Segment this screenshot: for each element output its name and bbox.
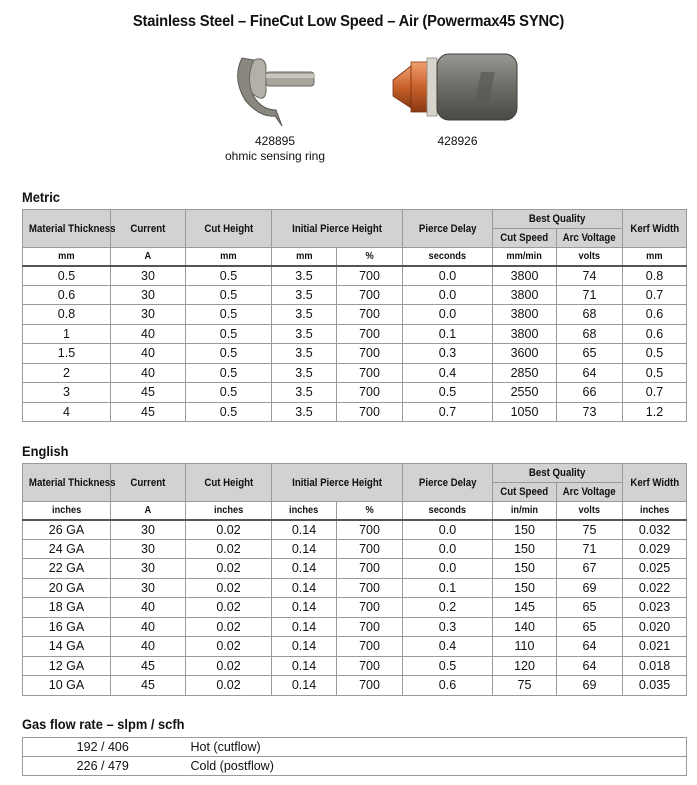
table-cell: 700 <box>337 676 403 696</box>
table-cell: 0.02 <box>186 598 272 618</box>
table-cell: 40 <box>111 617 186 637</box>
table-cell: 140 <box>493 617 557 637</box>
table-cell: 1050 <box>493 402 557 422</box>
table-cell: 0.02 <box>186 520 272 540</box>
table-cell: 0.5 <box>186 363 272 383</box>
table-cell: 0.8 <box>623 266 687 286</box>
table-cell: 700 <box>337 285 403 305</box>
table-cell: 30 <box>111 285 186 305</box>
unit-cell: mm <box>272 248 337 266</box>
table-cell: 0.0 <box>403 305 493 325</box>
table-cell: 3.5 <box>272 285 337 305</box>
part-ohmic-ring <box>200 48 350 164</box>
unit-cell: volts <box>557 248 623 266</box>
table-cell: 0.2 <box>403 598 493 618</box>
table-cell: 0.5 <box>23 266 111 286</box>
table-cell: 40 <box>111 637 186 657</box>
table-cell: 700 <box>337 344 403 364</box>
table-row <box>23 305 687 325</box>
table-cell: 0.14 <box>272 637 337 657</box>
header-material-thickness: Material Thickness <box>23 464 111 502</box>
table-cell: 0.7 <box>403 402 493 422</box>
table-cell: 700 <box>337 539 403 559</box>
table-cell: 26 GA <box>23 520 111 540</box>
gas-row <box>23 738 687 757</box>
table-cell: 700 <box>337 559 403 579</box>
table-cell: 0.02 <box>186 578 272 598</box>
table-cell: 64 <box>557 637 623 657</box>
table-row <box>23 617 687 637</box>
table-cell: 3.5 <box>272 324 337 344</box>
table-cell: 0.029 <box>623 539 687 559</box>
table-row <box>23 559 687 579</box>
table-cell: 40 <box>111 344 186 364</box>
table-cell: 75 <box>557 520 623 540</box>
table-row <box>23 637 687 657</box>
table-cell: 3800 <box>493 266 557 286</box>
table-cell: 69 <box>557 578 623 598</box>
table-cell: 45 <box>111 656 186 676</box>
table-cell: 45 <box>111 402 186 422</box>
table-cell: 71 <box>557 539 623 559</box>
unit-cell: mm <box>186 248 272 266</box>
table-cell: 2 <box>23 363 111 383</box>
table-cell: 150 <box>493 520 557 540</box>
header-current: Current <box>111 464 186 502</box>
table-cell: 45 <box>111 676 186 696</box>
table-row <box>23 344 687 364</box>
table-cell: 3.5 <box>272 344 337 364</box>
gas-value: 226 / 479 <box>23 757 183 776</box>
table-cell: 0.5 <box>186 324 272 344</box>
table-cell: 0.4 <box>403 637 493 657</box>
table-row <box>23 285 687 305</box>
table-cell: 0.025 <box>623 559 687 579</box>
unit-cell: % <box>337 502 403 520</box>
table-cell: 67 <box>557 559 623 579</box>
table-cell: 30 <box>111 520 186 540</box>
table-cell: 30 <box>111 578 186 598</box>
table-cell: 0.14 <box>272 656 337 676</box>
table-cell: 0.035 <box>623 676 687 696</box>
table-row <box>23 598 687 618</box>
table-cell: 0.0 <box>403 539 493 559</box>
table-cell: 0.032 <box>623 520 687 540</box>
table-cell: 0.021 <box>623 637 687 657</box>
gas-label: Cold (postflow) <box>183 757 687 776</box>
table-cell: 64 <box>557 363 623 383</box>
table-cell: 3.5 <box>272 363 337 383</box>
table-cell: 0.6 <box>623 324 687 344</box>
table-cell: 0.14 <box>272 617 337 637</box>
table-cell: 0.022 <box>623 578 687 598</box>
header-cut-height: Cut Height <box>186 210 272 248</box>
table-cell: 0.02 <box>186 656 272 676</box>
header-initial-pierce-height: Initial Pierce Height <box>272 210 403 248</box>
table-cell: 0.0 <box>403 285 493 305</box>
table-cell: 73 <box>557 402 623 422</box>
english-table <box>22 463 687 696</box>
unit-cell: seconds <box>403 502 493 520</box>
table-cell: 30 <box>111 559 186 579</box>
unit-cell: volts <box>557 502 623 520</box>
table-cell: 0.5 <box>623 344 687 364</box>
table-cell: 150 <box>493 559 557 579</box>
header-arc-voltage: Arc Voltage <box>557 483 623 502</box>
table-cell: 3600 <box>493 344 557 364</box>
table-cell: 65 <box>557 598 623 618</box>
table-cell: 18 GA <box>23 598 111 618</box>
table-cell: 0.8 <box>23 305 111 325</box>
table-cell: 0.7 <box>623 285 687 305</box>
ohmic-ring-image <box>220 48 330 128</box>
table-cell: 65 <box>557 617 623 637</box>
table-cell: 0.0 <box>403 520 493 540</box>
table-cell: 64 <box>557 656 623 676</box>
unit-cell: inches <box>623 502 687 520</box>
gas-label: Hot (cutflow) <box>183 738 687 757</box>
table-row <box>23 266 687 286</box>
part-cap <box>375 48 540 149</box>
table-cell: 10 GA <box>23 676 111 696</box>
table-cell: 20 GA <box>23 578 111 598</box>
part-number: 428926 <box>437 134 478 148</box>
table-cell: 0.14 <box>272 520 337 540</box>
table-cell: 24 GA <box>23 539 111 559</box>
table-cell: 0.5 <box>186 305 272 325</box>
gas-row <box>23 757 687 776</box>
table-cell: 0.3 <box>403 617 493 637</box>
header-best-quality: Best Quality <box>493 210 623 229</box>
table-cell: 0.6 <box>623 305 687 325</box>
table-cell: 700 <box>337 266 403 286</box>
header-cut-speed: Cut Speed <box>493 483 557 502</box>
table-cell: 110 <box>493 637 557 657</box>
table-cell: 30 <box>111 539 186 559</box>
table-cell: 2850 <box>493 363 557 383</box>
unit-cell: mm/min <box>493 248 557 266</box>
table-cell: 0.5 <box>623 363 687 383</box>
table-cell: 3.5 <box>272 402 337 422</box>
table-cell: 3.5 <box>272 266 337 286</box>
table-cell: 700 <box>337 402 403 422</box>
gas-section-title: Gas flow rate – slpm / scfh <box>22 716 185 732</box>
table-cell: 700 <box>337 656 403 676</box>
table-cell: 150 <box>493 578 557 598</box>
table-row <box>23 578 687 598</box>
table-cell: 0.023 <box>623 598 687 618</box>
table-cell: 700 <box>337 383 403 403</box>
table-cell: 1 <box>23 324 111 344</box>
table-cell: 700 <box>337 637 403 657</box>
header-cut-height: Cut Height <box>186 464 272 502</box>
table-cell: 30 <box>111 305 186 325</box>
table-cell: 150 <box>493 539 557 559</box>
table-cell: 0.018 <box>623 656 687 676</box>
unit-cell: A <box>111 248 186 266</box>
table-row <box>23 402 687 422</box>
table-cell: 40 <box>111 598 186 618</box>
table-cell: 0.7 <box>623 383 687 403</box>
unit-cell: mm <box>623 248 687 266</box>
table-cell: 0.1 <box>403 578 493 598</box>
header-initial-pierce-height: Initial Pierce Height <box>272 464 403 502</box>
table-cell: 0.02 <box>186 559 272 579</box>
table-cell: 0.02 <box>186 617 272 637</box>
header-material-thickness: Material Thickness <box>23 210 111 248</box>
table-cell: 0.5 <box>186 402 272 422</box>
header-kerf-width: Kerf Width <box>623 210 687 248</box>
table-cell: 0.6 <box>403 676 493 696</box>
table-cell: 0.020 <box>623 617 687 637</box>
unit-cell: A <box>111 502 186 520</box>
table-cell: 45 <box>111 383 186 403</box>
table-cell: 74 <box>557 266 623 286</box>
table-cell: 68 <box>557 324 623 344</box>
table-cell: 12 GA <box>23 656 111 676</box>
table-row <box>23 676 687 696</box>
gas-flow-table <box>22 737 687 776</box>
table-cell: 700 <box>337 578 403 598</box>
table-cell: 0.02 <box>186 676 272 696</box>
header-pierce-delay: Pierce Delay <box>403 464 493 502</box>
table-cell: 2550 <box>493 383 557 403</box>
table-row <box>23 656 687 676</box>
header-arc-voltage: Arc Voltage <box>557 229 623 248</box>
table-row <box>23 363 687 383</box>
table-cell: 700 <box>337 520 403 540</box>
unit-cell: inches <box>186 502 272 520</box>
table-cell: 0.14 <box>272 539 337 559</box>
table-cell: 3800 <box>493 305 557 325</box>
table-cell: 75 <box>493 676 557 696</box>
unit-cell: inches <box>23 502 111 520</box>
table-cell: 700 <box>337 324 403 344</box>
table-cell: 1.5 <box>23 344 111 364</box>
unit-cell: % <box>337 248 403 266</box>
cap-image <box>383 48 533 128</box>
table-cell: 0.14 <box>272 578 337 598</box>
table-cell: 0.14 <box>272 676 337 696</box>
table-cell: 14 GA <box>23 637 111 657</box>
header-cut-speed: Cut Speed <box>493 229 557 248</box>
table-cell: 40 <box>111 363 186 383</box>
table-cell: 3 <box>23 383 111 403</box>
metric-section-title: Metric <box>22 189 60 205</box>
table-cell: 0.14 <box>272 598 337 618</box>
part-description: ohmic sensing ring <box>224 149 326 163</box>
table-cell: 22 GA <box>23 559 111 579</box>
page-title: Stainless Steel – FineCut Low Speed – Air (Powermax45 SYNC) <box>132 13 565 30</box>
table-cell: 0.4 <box>403 363 493 383</box>
table-cell: 0.5 <box>403 383 493 403</box>
part-number: 428895 <box>254 134 296 148</box>
table-cell: 0.0 <box>403 266 493 286</box>
table-cell: 0.5 <box>186 285 272 305</box>
table-cell: 3800 <box>493 285 557 305</box>
table-row <box>23 520 687 540</box>
table-cell: 66 <box>557 383 623 403</box>
gas-value: 192 / 406 <box>23 738 183 757</box>
table-row <box>23 539 687 559</box>
header-best-quality: Best Quality <box>493 464 623 483</box>
table-cell: 700 <box>337 363 403 383</box>
unit-cell: seconds <box>403 248 493 266</box>
table-cell: 3.5 <box>272 305 337 325</box>
table-cell: 700 <box>337 617 403 637</box>
table-cell: 0.02 <box>186 637 272 657</box>
table-cell: 0.5 <box>186 344 272 364</box>
table-cell: 0.02 <box>186 539 272 559</box>
table-cell: 16 GA <box>23 617 111 637</box>
table-cell: 0.5 <box>403 656 493 676</box>
table-cell: 145 <box>493 598 557 618</box>
table-cell: 69 <box>557 676 623 696</box>
header-pierce-delay: Pierce Delay <box>403 210 493 248</box>
unit-cell: mm <box>23 248 111 266</box>
table-cell: 3.5 <box>272 383 337 403</box>
table-cell: 30 <box>111 266 186 286</box>
table-cell: 700 <box>337 598 403 618</box>
table-cell: 0.14 <box>272 559 337 579</box>
table-cell: 0.5 <box>186 266 272 286</box>
table-cell: 68 <box>557 305 623 325</box>
unit-cell: inches <box>272 502 337 520</box>
header-current: Current <box>111 210 186 248</box>
table-cell: 3800 <box>493 324 557 344</box>
english-section-title: English <box>22 443 69 459</box>
table-cell: 71 <box>557 285 623 305</box>
table-cell: 65 <box>557 344 623 364</box>
table-cell: 0.5 <box>186 383 272 403</box>
table-cell: 700 <box>337 305 403 325</box>
table-cell: 0.6 <box>23 285 111 305</box>
table-cell: 0.1 <box>403 324 493 344</box>
table-cell: 4 <box>23 402 111 422</box>
metric-table <box>22 209 687 422</box>
table-cell: 120 <box>493 656 557 676</box>
table-row <box>23 324 687 344</box>
table-cell: 0.3 <box>403 344 493 364</box>
table-cell: 40 <box>111 324 186 344</box>
unit-cell: in/min <box>493 502 557 520</box>
table-cell: 1.2 <box>623 402 687 422</box>
table-cell: 0.0 <box>403 559 493 579</box>
header-kerf-width: Kerf Width <box>623 464 687 502</box>
table-row <box>23 383 687 403</box>
